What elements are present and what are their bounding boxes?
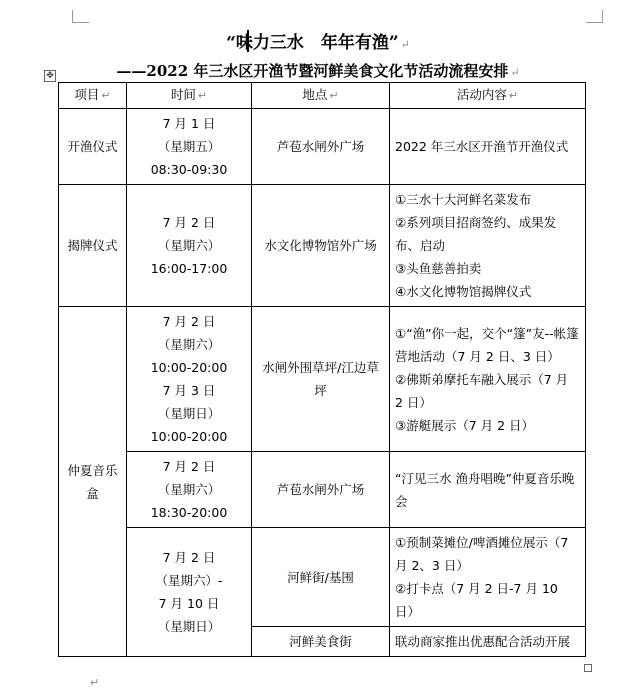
header-cell-project[interactable]: 项目 ↵ — [59, 83, 127, 109]
content-cell[interactable]: “汀见三水 渔舟唱晚”仲夏音乐晚会 — [390, 452, 586, 528]
page-corner-mark-top-left — [72, 10, 89, 23]
content-cell[interactable]: ①预制菜摊位/啤酒摊位展示（7 月 2、3 日） ②打卡点（7 月 2 日-7 月 10 日） — [390, 528, 586, 627]
document-subtitle-text: ——2022 年三水区开渔节暨河鲜美食文化节活动流程安排 — [116, 62, 509, 80]
document-subtitle[interactable] — [0, 60, 636, 81]
table-row — [59, 109, 586, 185]
content-cell[interactable]: 联动商家推出优惠配合活动开展 — [390, 627, 586, 657]
schedule-table — [58, 82, 586, 657]
content-cell[interactable]: ①三水十大河鲜名菜发布 ②系列项目招商签约、成果发布、启动 ③头鱼慈善拍卖 ④水文化博物馆揭牌仪式 — [390, 185, 586, 307]
time-cell[interactable]: 7 月 1 日 （星期五） 08:30-09:30 — [127, 109, 252, 185]
paragraph-mark-icon: ↵ — [400, 38, 410, 51]
table-row — [59, 528, 586, 627]
place-cell[interactable]: 水闸外围草坪/江边草坪 — [252, 307, 390, 452]
table-row — [59, 307, 586, 452]
page-corner-mark-top-right — [586, 10, 603, 23]
table-move-handle-icon[interactable]: ✥ — [44, 70, 56, 82]
content-cell[interactable]: ①“渔”你一起，交个“篷”友--帐篷营地活动（7 月 2 日、3 日） ②佛斯弟摩托车融入展示（7 月 2 日） ③游艇展示（7 月 2 日） — [390, 307, 586, 452]
place-cell[interactable]: 水文化博物馆外广场 — [252, 185, 390, 307]
place-cell[interactable]: 河鲜街/基围 — [252, 528, 390, 627]
project-cell[interactable]: 开渔仪式 — [59, 109, 127, 185]
time-cell[interactable]: 7 月 2 日 （星期六） 16:00-17:00 — [127, 185, 252, 307]
time-cell[interactable]: 7 月 2 日 （星期六） 10:00-20:00 7 月 3 日 （星期日） 10:00-20:00 — [127, 307, 252, 452]
table-row — [59, 185, 586, 307]
place-cell[interactable]: 芦苞水闸外广场 — [252, 109, 390, 185]
paragraph-mark-icon: ↵ — [90, 676, 100, 689]
header-cell-content[interactable]: 活动内容 ↵ — [390, 83, 586, 109]
document-title[interactable] — [0, 28, 636, 53]
place-cell[interactable]: 芦苞水闸外广场 — [252, 452, 390, 528]
time-cell[interactable]: 7 月 2 日 （星期六）- 7 月 10 日 （星期日） — [127, 528, 252, 657]
project-cell[interactable]: 揭牌仪式 — [59, 185, 127, 307]
table-header-row — [59, 83, 586, 109]
document-title-text: “味力三水 年年有渔” — [226, 33, 399, 53]
place-cell[interactable]: 河鲜美食街 — [252, 627, 390, 657]
time-cell[interactable]: 7 月 2 日 （星期六） 18:30-20:00 — [127, 452, 252, 528]
table-resize-handle[interactable] — [584, 664, 592, 672]
content-cell[interactable]: 2022 年三水区开渔节开渔仪式 — [390, 109, 586, 185]
paragraph-mark-icon: ↵ — [510, 66, 520, 79]
header-cell-place[interactable]: 地点 ↵ — [252, 83, 390, 109]
project-cell[interactable]: 仲夏音乐盒 — [59, 307, 127, 657]
table-row — [59, 452, 586, 528]
header-cell-time[interactable]: 时间 ↵ — [127, 83, 252, 109]
